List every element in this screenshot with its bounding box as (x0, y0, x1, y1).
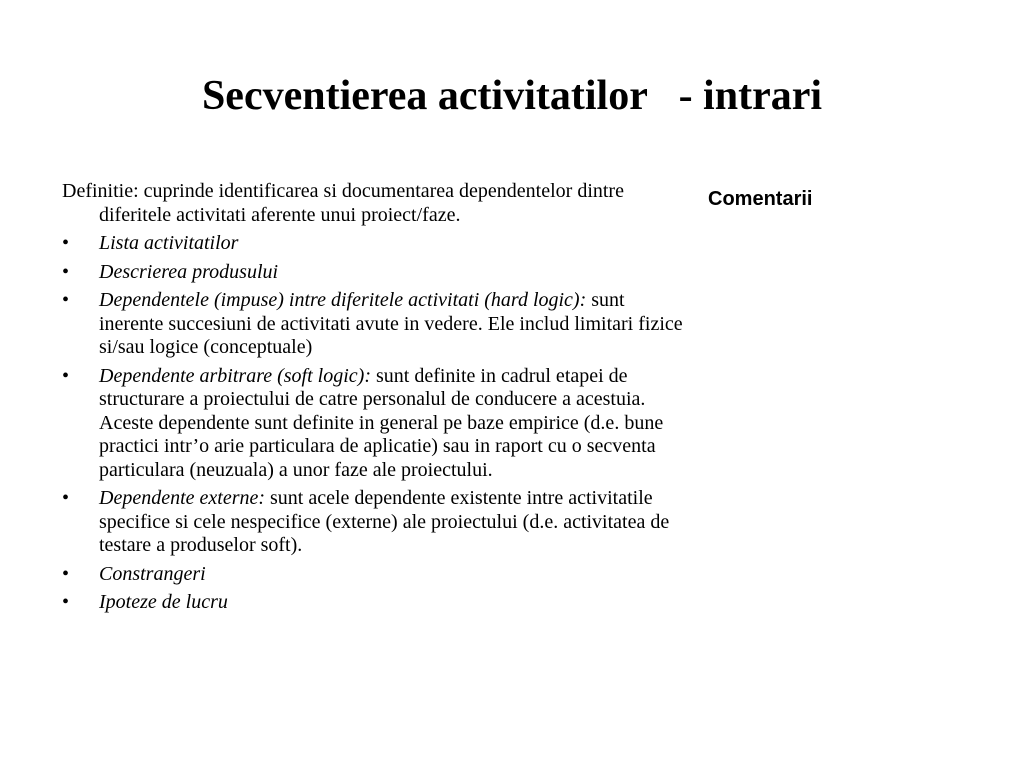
bullet-text: sunt definite in cadrul etapei de structurare a proiectului de catre personalul de conducere a acestuia. Aceste dependente sunt definite in general pe baze empirice (d.e. bune practici intr’o arie particulara de aplicatie) sau in raport cu o secventa particulara (neuzuala) a unor faze ale proiectului. (99, 364, 664, 481)
bullet-icon: • (62, 591, 70, 613)
bullet-item (62, 365, 692, 483)
bullet-term: Descrierea produsului (99, 260, 279, 283)
bullet-icon: • (62, 562, 70, 585)
bullet-item (62, 232, 692, 256)
bullet-item (62, 289, 692, 360)
bullet-term: Dependentele (impuse) intre diferitele activitati (hard logic): (99, 289, 587, 311)
bullet-term: Dependente arbitrare (soft logic): (99, 364, 371, 387)
bullet-item (62, 487, 692, 558)
bullet-icon: • (62, 260, 70, 283)
slide-body (62, 180, 692, 620)
bullet-icon: • (62, 364, 70, 387)
bullet-term: Constrangeri (99, 562, 206, 585)
bullet-term: Lista activitatilor (99, 232, 239, 254)
bullet-icon: • (62, 232, 70, 254)
bullet-item (62, 563, 692, 587)
slide-title: Secventierea activitatilor - intrari (201, 73, 823, 119)
definition-text: Definitie: cuprinde identificarea si documentarea dependentelor dintre diferitele activitati aferente unui proiect/faze. (62, 180, 624, 226)
bullet-term: Dependente externe: (99, 487, 266, 509)
bullet-text: sunt inerente succesiuni de activitati avute in vedere. Ele includ limitari fizice si/sau logice (conceptuale) (99, 289, 683, 358)
bullet-text: sunt acele dependente existente intre activitatile specifice si cele nespecifice (externe) ale proiectului (d.e. activitatea de testare a produselor soft). (99, 487, 670, 556)
bullet-icon: • (62, 487, 70, 509)
bullet-term: Ipoteze de lucru (99, 591, 228, 613)
bullet-item (62, 261, 692, 285)
side-note-comments: Comentarii (708, 188, 813, 210)
bullet-icon: • (62, 289, 70, 311)
bullet-item (62, 591, 692, 615)
